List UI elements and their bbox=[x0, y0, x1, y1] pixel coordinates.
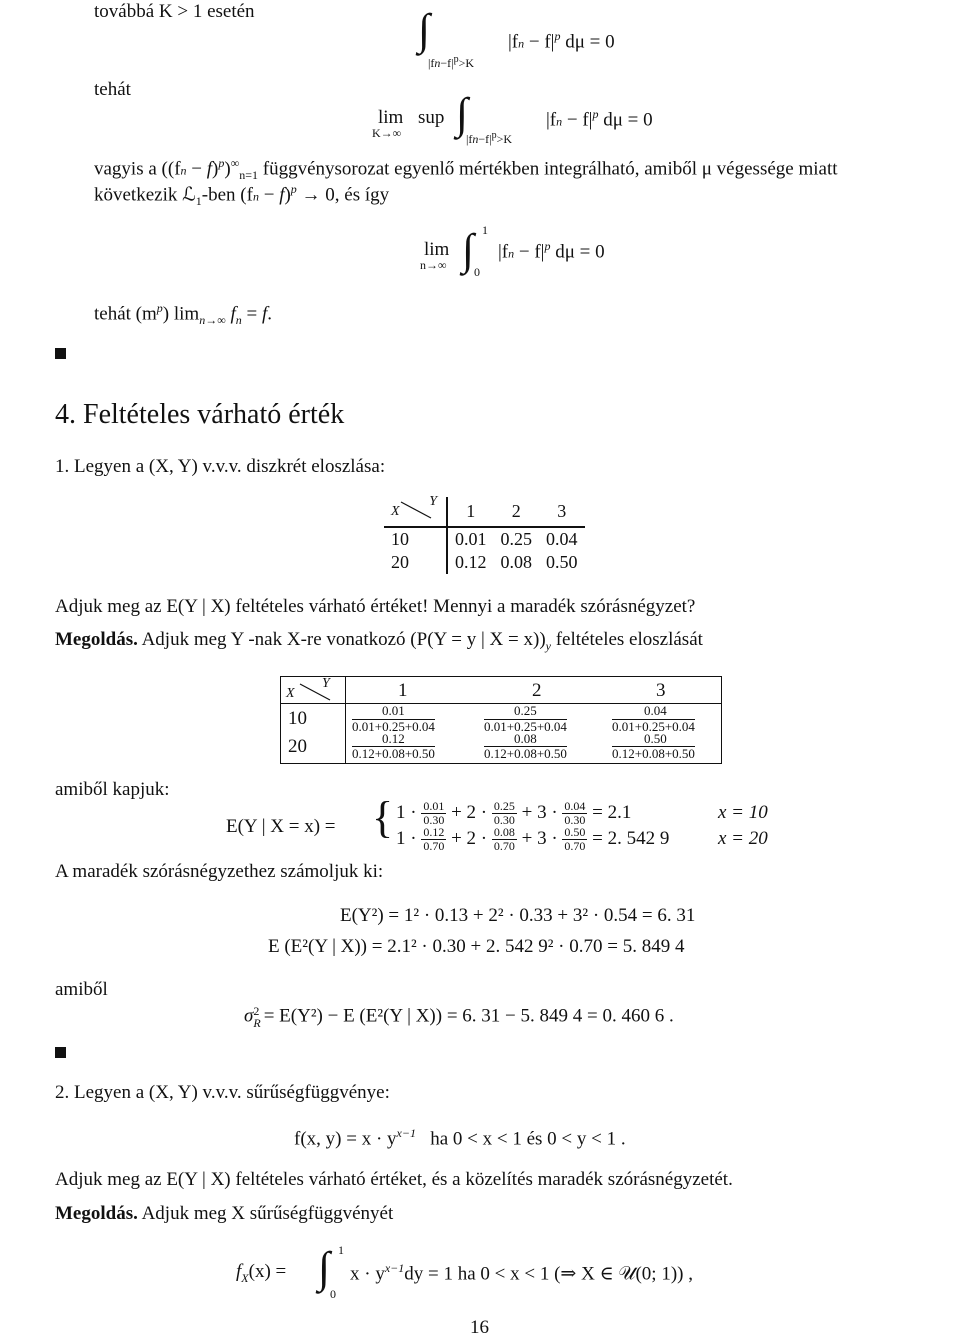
eq1-integrand: $|fn - f|^p$ dμ = 0 bbox=[508, 29, 615, 53]
eq3-lim: lim bbox=[424, 239, 450, 260]
case-row1-cond: x = 10 bbox=[718, 802, 768, 823]
eq3-upper: 1 bbox=[482, 223, 488, 237]
integral-sign: ∫ bbox=[456, 89, 469, 138]
ctable-col3: 3 bbox=[656, 680, 666, 701]
adjuk2-question: Adjuk meg az E(Y | X) feltételes várható értéket, és a közelítés maradék szórásnégyzetét. bbox=[55, 1169, 733, 1190]
ctable-r1-d2: 0.01+0.25+0.04 bbox=[484, 719, 567, 734]
fx-lower: 0 bbox=[330, 1287, 336, 1301]
eq1-domain: $|fn-f|^p>K$ bbox=[428, 54, 475, 70]
text-kovetkezik: következik ℒ$_1$-ben (fn − f)$^p$ → 0, és így bbox=[94, 182, 390, 209]
fx-lhs: $f_X(x)$ = bbox=[236, 1261, 287, 1285]
eq2-sup: sup bbox=[418, 107, 445, 128]
adjuk-question: Adjuk meg az E(Y | X) feltételes várható értéket! Mennyi a maradék szórásnégyzet? bbox=[55, 596, 696, 617]
ctable-r1-n2: 0.25 bbox=[514, 703, 537, 718]
eq3-integrand: $|fn - f|^p$ dμ = 0 bbox=[498, 239, 605, 263]
eq3-lim-sub: n→∞ bbox=[420, 258, 447, 272]
ctable-r1-d1: 0.01+0.25+0.04 bbox=[352, 719, 435, 734]
text-tehat-mp: tehát $(m^p)$ $\lim_{n\to\infty} f_n = f$. bbox=[94, 301, 273, 328]
fx-upper: 1 bbox=[338, 1243, 344, 1257]
ctable-r1-n1: 0.01 bbox=[382, 703, 405, 718]
ctable-row2-x: 20 bbox=[288, 736, 307, 757]
ctable-col1: 1 bbox=[398, 680, 408, 701]
cond-expectation-lhs: E(Y | X = x) = bbox=[226, 816, 336, 837]
eq3-lower: 0 bbox=[474, 265, 480, 279]
integral-sign: ∫ bbox=[318, 1243, 331, 1292]
item1-text: 1. Legyen a (X, Y) v.v.v. diszkrét eloszlása: bbox=[55, 456, 386, 477]
eq2-lim-sub: K→∞ bbox=[372, 126, 402, 140]
ctable-y-label: Y bbox=[322, 676, 330, 691]
ctable-r2-n2: 0.08 bbox=[514, 731, 537, 746]
distribution-table: X Y 1 2 3 10 0.01 0.25 0.04 20 0.12 0.08 0.50 bbox=[384, 497, 585, 574]
item2-text: 2. Legyen a (X, Y) v.v.v. sűrűségfüggvénye: bbox=[55, 1082, 390, 1103]
ctable-r2-n1: 0.12 bbox=[382, 731, 405, 746]
section-heading: 4. Feltételes várható érték bbox=[55, 399, 345, 430]
ctable-r2-d2: 0.12+0.08+0.50 bbox=[484, 746, 567, 761]
case-row1: 1 · $\frac{0.01}{0.30}$ + 2 · $\frac{0.25}{0.30}$ + 3 · $\frac{0.04}{0.30}$ = 2.1 bbox=[396, 799, 632, 828]
case-row2: 1 · $\frac{0.12}{0.70}$ + 2 · $\frac{0.08}{0.70}$ + 3 · $\frac{0.50}{0.70}$ = 2. 542 9 bbox=[396, 825, 670, 854]
ctable-r1-n3: 0.04 bbox=[644, 703, 667, 718]
fx-integrand: $x \cdot y^{x-1}dy = 1$ ha 0 < x < 1 (⇒ X ∈ 𝒰(0; 1)) , bbox=[350, 1261, 693, 1285]
page-number: 16 bbox=[470, 1317, 489, 1338]
ey2-equation: E(Y²) = 1² · 0.13 + 2² · 0.33 + 3² · 0.54 = 6. 31 bbox=[340, 905, 696, 926]
ctable-r1-d3: 0.01+0.25+0.04 bbox=[612, 719, 695, 734]
ctable-diagonal bbox=[296, 678, 336, 702]
ctable-r2-d3: 0.12+0.08+0.50 bbox=[612, 746, 695, 761]
eq2-domain: $|fn-f|^p>K$ bbox=[466, 130, 513, 146]
ctable-r2-d1: 0.12+0.08+0.50 bbox=[352, 746, 435, 761]
text-vagyis: vagyis a $((fn - f)^p)^\infty_{n=1}$ függvénysorozat egyenlő mértékben integrálható, amiből μ végessége miatt bbox=[94, 156, 838, 183]
case-row2-cond: x = 20 bbox=[718, 828, 768, 849]
megoldas2-line: Megoldás. Adjuk meg X sűrűségfüggvényét bbox=[55, 1203, 394, 1224]
integral-sign: ∫ bbox=[418, 5, 431, 54]
qed-square bbox=[55, 348, 66, 359]
text-tovabba: továbbá K > 1 esetén bbox=[94, 1, 255, 22]
integral-sign: ∫ bbox=[462, 225, 475, 274]
density-equation: f(x, $y) = x \cdot y^{x-1}$ ha 0 < x < 1 és 0 < y < 1 . bbox=[294, 1126, 626, 1150]
text-tehat: tehát bbox=[94, 79, 131, 100]
maradek-text: A maradék szórásnégyzethez számoljuk ki: bbox=[55, 861, 384, 882]
ctable-vline bbox=[345, 676, 346, 763]
amibol-kapjuk: amiből kapjuk: bbox=[55, 779, 170, 800]
cases-brace: { bbox=[372, 793, 394, 842]
ctable-row1-x: 10 bbox=[288, 708, 307, 729]
eq2-integrand: $|fn - f|^p$ dμ = 0 bbox=[546, 107, 653, 131]
ee2-equation: E (E²(Y | X)) = 2.1² · 0.30 + 2. 542 9² · 0.70 = 5. 849 4 bbox=[268, 936, 685, 957]
ctable-col2: 2 bbox=[532, 680, 542, 701]
eq2-lim: lim bbox=[378, 107, 404, 128]
sigma-equation: σ 2 R = E(Y²) − E (E²(Y | X)) = 6. 31 − 5. 849 4 = 0. 460 6 . bbox=[244, 1004, 674, 1030]
qed-square bbox=[55, 1047, 66, 1058]
megoldas-line: Megoldás. Adjuk meg Y -nak X-re vonatkozó (P(Y = y | $X = x))_y$ feltételes eloszlását bbox=[55, 629, 703, 653]
ctable-r2-n3: 0.50 bbox=[644, 731, 667, 746]
amibol-text: amiből bbox=[55, 979, 108, 1000]
ctable-x-label: X bbox=[286, 686, 295, 701]
